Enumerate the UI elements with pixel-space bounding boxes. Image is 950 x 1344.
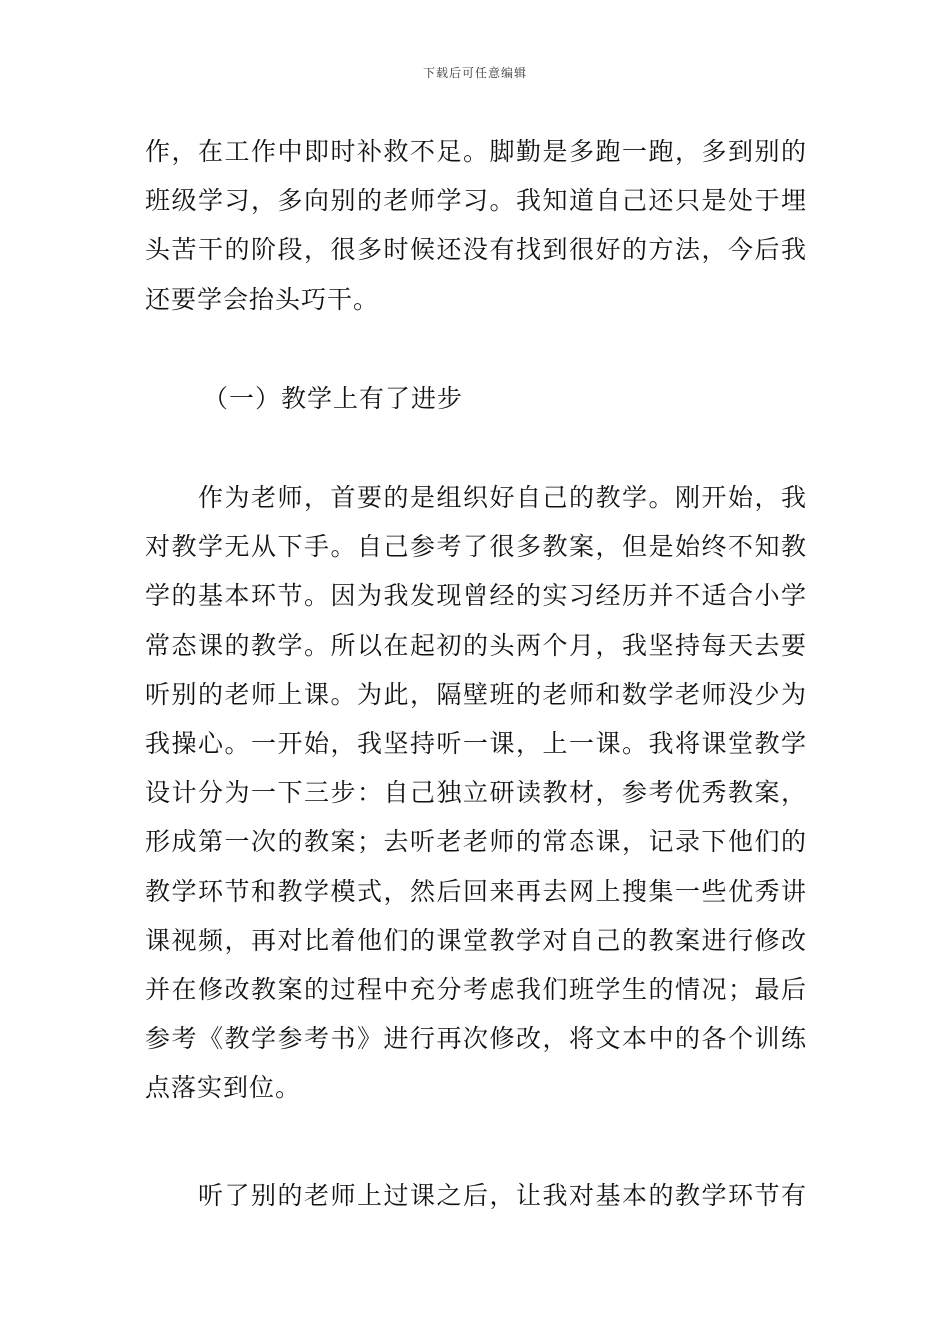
text-line: 作，在工作中即时补救不足。脚勤是多跑一跑，多到别的 <box>145 137 807 166</box>
text-line: 我操心。一开始，我坚持听一课，上一课。我将课堂教学 <box>145 729 807 759</box>
text-line: 作为老师，首要的是组织好自己的教学。刚开始，我 <box>145 483 807 512</box>
text-line: 教学环节和教学模式，然后回来再去网上搜集一些优秀讲 <box>145 876 807 906</box>
text-line: 对教学无从下手。自己参考了很多教案，但是始终不知教 <box>145 532 807 562</box>
heading-text: （一）教学上有了进步 <box>203 384 464 413</box>
text-line: 参考《教学参考书》进行再次修改，将文本中的各个训练 <box>145 1024 807 1054</box>
text-line: 班级学习，多向别的老师学习。我知道自己还只是处于埋 <box>145 186 807 216</box>
paragraph-teaching-progress <box>145 473 807 1113</box>
paragraph-after-observation <box>145 1171 807 1220</box>
text-line: 课视频，再对比着他们的课堂教学对自己的教案进行修改 <box>145 925 807 955</box>
text-line: 设计分为一下三步：自己独立研读教材，参考优秀教案， <box>145 778 807 808</box>
text-line: 听了别的老师上过课之后，让我对基本的教学环节有 <box>145 1181 807 1210</box>
section-heading <box>203 374 703 423</box>
text-line: 头苦干的阶段，很多时候还没有找到很好的方法，今后我 <box>145 235 807 265</box>
text-line: 点落实到位。 <box>145 1073 302 1103</box>
text-line: 学的基本环节。因为我发现曾经的实习经历并不适合小学 <box>145 581 807 611</box>
text-line: 形成第一次的教案；去听老老师的常态课，记录下他们的 <box>145 827 807 857</box>
text-line: 还要学会抬头巧干。 <box>145 284 380 314</box>
text-line: 听别的老师上课。为此，隔壁班的老师和数学老师没少为 <box>145 679 807 709</box>
text-line: 常态课的教学。所以在起初的头两个月，我坚持每天去要 <box>145 630 807 660</box>
paragraph-work-diligence <box>145 127 807 324</box>
page-header: 下载后可任意编辑 <box>422 66 527 80</box>
text-line: 并在修改教案的过程中充分考虑我们班学生的情况；最后 <box>145 975 807 1005</box>
